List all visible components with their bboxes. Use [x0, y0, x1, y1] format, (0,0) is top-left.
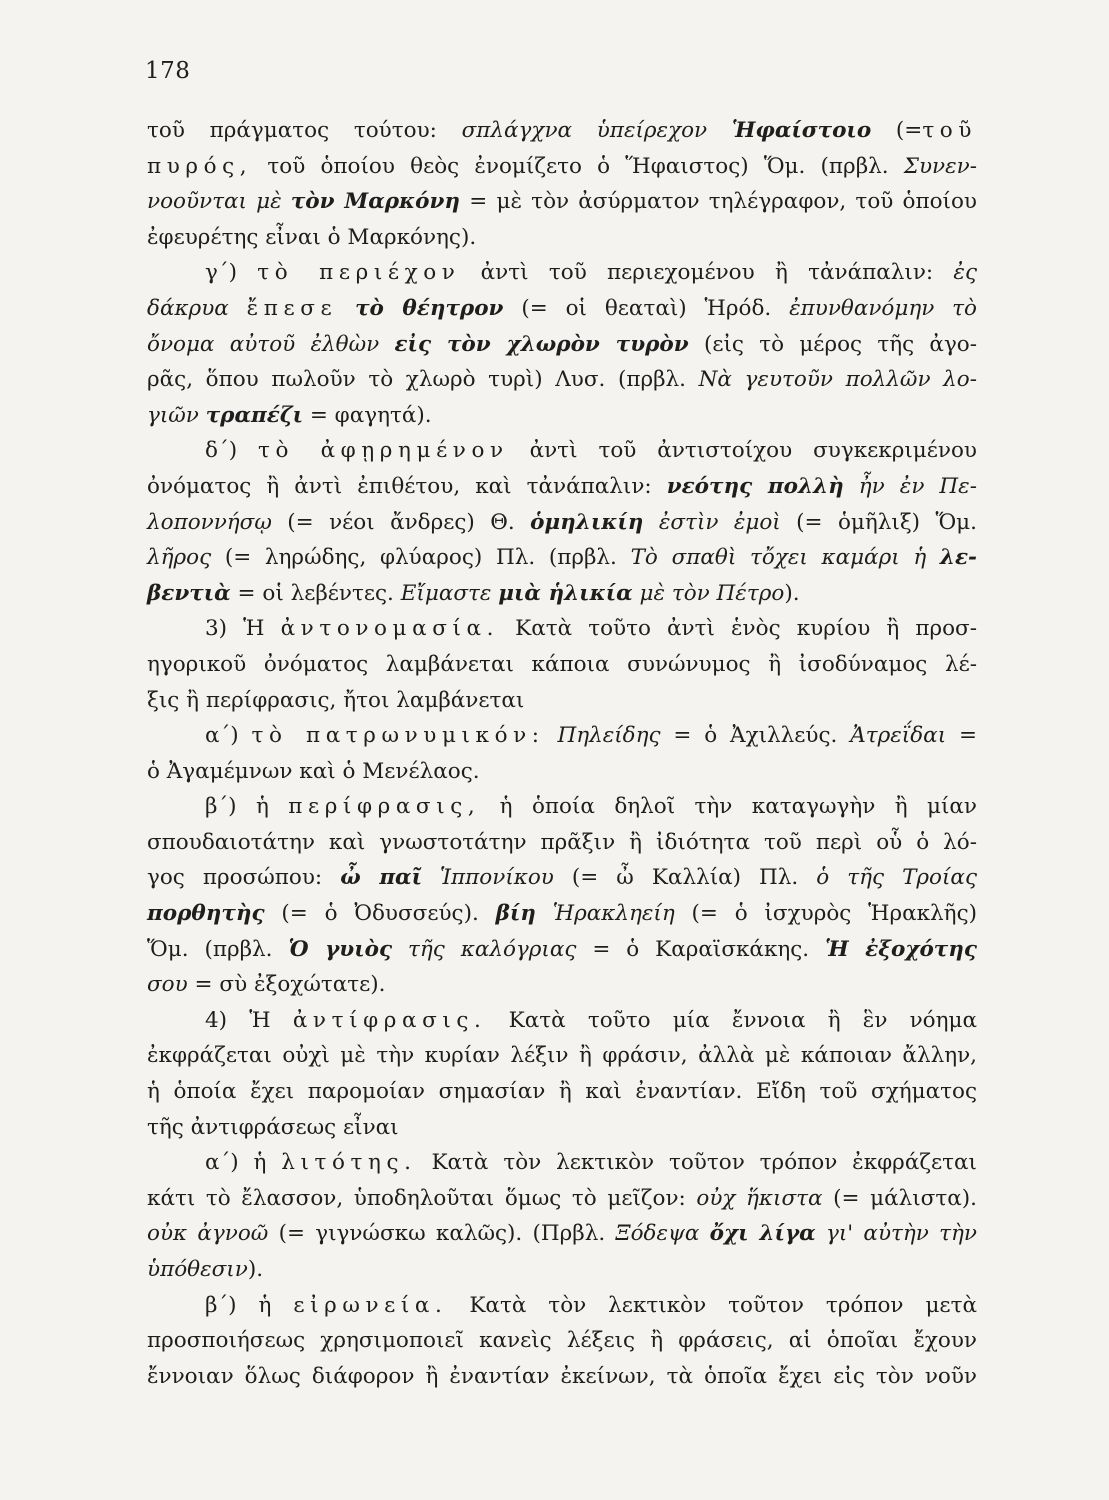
italic-text: λοποννήσῳ [147, 509, 272, 535]
spaced-term: περίφρασις, [288, 794, 481, 820]
italic-text: δάκρυα [147, 295, 247, 321]
bold-italic-text: Ἡφαίστοιο [731, 118, 872, 143]
text-line [147, 469, 977, 505]
text-segment: ρᾶς, ὅπου πωλοῦν τὸ χλωρὸ τυρὶ) Λυσ. (πρβλ. [147, 367, 699, 393]
text-line [147, 611, 977, 647]
text-segment: (= ὁ Ὀδυσσεύς). [264, 901, 496, 927]
text-line [147, 1323, 977, 1359]
bold-italic-text: τραπέζι [205, 402, 303, 428]
spaced-term: πυρός, [147, 153, 253, 179]
italic-text: Ἱππονίκου [422, 865, 554, 891]
text-segment: (= οἱ θεαταὶ) Ἡρόδ. [503, 295, 790, 321]
body-text [147, 113, 977, 1394]
text-segment: = ὁ Ἀχιλλεύς. [660, 723, 851, 749]
text-segment: σπουδαιοτάτην καὶ γνωστοτάτην πρᾶξιν ἢ ἰδιότητα τοῦ περὶ οὗ ὁ λό- [147, 829, 977, 855]
spaced-term: τοῦ [922, 118, 977, 143]
italic-text: ὑπόθεσιν [147, 1257, 248, 1282]
text-segment: (= μάλιστα). [822, 1185, 977, 1211]
italic-text: Ἡρακληείη [535, 901, 675, 927]
text-segment: κάτι τὸ ἔλασσον, ὑποδηλοῦται ὅμως τὸ μεῖζον: [147, 1185, 697, 1211]
bold-italic-text: ὄχι λίγα [709, 1221, 816, 1247]
spaced-term: ἀντίφρασις. [292, 1007, 487, 1033]
text-segment: (= ληρώδης, φλύαρος) Πλ. (πρβλ. [211, 545, 631, 571]
italic-text: ἐστὶν ἐμοὶ [643, 509, 781, 535]
italic-text: Συνεν- [903, 153, 977, 179]
text-line [147, 647, 977, 683]
text-line [147, 1003, 977, 1039]
text-segment: ). [247, 1257, 264, 1282]
spaced-term: εἰρωνεία. [293, 1292, 448, 1318]
text-segment: Κατὰ τὸν λεκτικὸν τοῦτον τρόπον μετὰ [447, 1292, 977, 1318]
italic-text: σπλάγχνα ὑπείρεχον [461, 118, 732, 143]
bold-italic-text: βεντιὰ [147, 580, 231, 606]
text-line [147, 1216, 977, 1252]
text-line [147, 754, 977, 790]
text-line [147, 505, 977, 541]
text-segment: ἐκφράζεται οὐχὶ μὲ τὴν κυρίαν λέξιν ἢ φράσιν, ἀλλὰ μὲ κάποιαν ἄλλην, [147, 1043, 977, 1069]
text-segment: ἡ ὁποία δηλοῖ τὴν καταγωγὴν ἢ μίαν [480, 794, 977, 820]
text-segment: (εἰς τὸ μέρος τῆς ἀγο- [688, 331, 977, 357]
text-segment: (= ὁ ἰσχυρὸς Ἡρακλῆς) [674, 901, 977, 927]
text-segment: ἀντὶ τοῦ περιεχομένου ἢ τἀνάπαλιν: [460, 260, 954, 286]
text-segment: 4) Ἡ [205, 1007, 293, 1033]
italic-text: ἐς [953, 260, 977, 286]
text-line [147, 789, 977, 825]
text-segment: (= ὁμῆλιξ) Ὅμ. [780, 509, 977, 535]
text-line [147, 540, 977, 576]
bold-italic-text: εἰς τὸν χλωρὸν τυρὸν [394, 331, 689, 357]
italic-text: γι' αὐτὴν τὴν [815, 1221, 977, 1247]
text-line [147, 220, 977, 256]
bold-italic-text: Ἡ ἐξοχότης [825, 936, 977, 962]
page-number: 178 [145, 58, 191, 84]
italic-text: νοοῦνται μὲ [147, 189, 291, 215]
text-segment: (= ὦ Καλλία) Πλ. [553, 865, 817, 891]
italic-text: ἐπυνθανόμην τὸ [789, 295, 977, 321]
text-line [147, 362, 977, 398]
italic-text: γιῶν [147, 402, 206, 428]
bold-italic-text: βίη [495, 901, 536, 927]
text-line [147, 896, 977, 932]
text-segment: ἡ ὁποία ἔχει παρομοίαν σημασίαν ἢ καὶ ἐναντίαν. Εἴδη τοῦ σχήματος [147, 1079, 977, 1105]
text-segment: β΄) ἡ [205, 1292, 294, 1318]
italic-text: οὐκ ἀγνοῶ [147, 1221, 269, 1247]
text-segment: ). [784, 580, 800, 606]
spaced-term: λιτότης. [281, 1150, 417, 1176]
text-line [147, 149, 977, 185]
bold-italic-text: ὁμηλικίη [530, 509, 644, 535]
text-segment: 3) Ἡ [205, 616, 281, 642]
italic-text: Νὰ γευτοῦν πολλῶν λο- [698, 367, 977, 393]
text-line [147, 291, 977, 327]
text-line [147, 433, 977, 469]
text-segment: (= γιγνώσκω καλῶς). (Πρβλ. [268, 1221, 616, 1247]
italic-text: ὄνομα αὐτοῦ ἐλθὼν [147, 331, 395, 357]
text-segment: γος προσώπου: [147, 865, 341, 891]
text-segment: = φαγητά). [302, 402, 432, 428]
bold-italic-text: λε- [939, 545, 977, 571]
text-segment [337, 296, 355, 321]
text-segment: γ΄) [205, 260, 258, 286]
text-segment: ἀντὶ τοῦ ἀντιστοίχου συγκεκριμένου [508, 438, 978, 464]
text-line [147, 327, 977, 363]
text-line [147, 1359, 977, 1395]
text-segment: (= νέοι ἄνδρες) Θ. [271, 509, 531, 535]
bold-italic-text: τὸν Μαρκόνη [290, 189, 461, 215]
text-segment: = [946, 723, 977, 749]
bold-italic-text: πορθητὴς [147, 901, 265, 927]
text-segment: ἔννοιαν ὅλως διάφορον ἢ ἐναντίαν ἐκείνων, τὰ ὁποῖα ἔχει εἰς τὸν νοῦν [147, 1363, 977, 1389]
text-segment: τοῦ ὁποίου θεὸς ἐνομίζετο ὁ Ἥφαιστος) Ὅμ. (πρβλ. [252, 153, 904, 179]
italic-text: μὲ τὸν Πέτρο [632, 580, 785, 606]
text-line [147, 718, 977, 754]
text-segment: ὁ Ἀγαμέμνων καὶ ὁ Μενέλαος. [147, 758, 480, 784]
italic-text: σου [147, 972, 188, 998]
text-segment: = οἱ λεβέντες. [230, 580, 401, 606]
text-line [147, 255, 977, 291]
text-segment: = ὁ Καραϊσκάκης. [576, 936, 826, 962]
text-line [147, 576, 977, 612]
text-line [147, 1181, 977, 1217]
italic-text: Τὸ σπαθὶ τὄχει καμάρι ἡ [630, 545, 940, 571]
bold-italic-text: τὸ θέητρον [355, 295, 504, 321]
text-segment: α΄) [205, 723, 252, 749]
text-segment: προσποιήσεως χρησιμοποιεῖ κανεὶς λέξεις ἢ φράσεις, αἱ ὁποῖαι ἔχουν [147, 1328, 977, 1354]
spaced-term: ἀντονομασία. [280, 616, 500, 642]
italic-text: τῆς καλόγριας [392, 936, 577, 962]
text-segment: Ὅμ. (πρβλ. [147, 936, 289, 962]
text-line [147, 967, 977, 1003]
text-segment: ξις ἢ περίφρασις, ἤτοι λαμβάνεται [147, 687, 525, 713]
text-segment [545, 723, 558, 748]
text-line [147, 1038, 977, 1074]
italic-text: ἦν ἐν Πε- [843, 473, 977, 499]
text-line [147, 825, 977, 861]
spaced-term: ἔπεσε [246, 295, 338, 321]
text-line [147, 113, 977, 149]
text-line [147, 860, 977, 896]
text-line [147, 932, 977, 968]
text-segment: ὀνόματος ἢ ἀντὶ ἐπιθέτου, καὶ τἀνάπαλιν: [147, 473, 667, 499]
bold-italic-text: ὦ παῖ [340, 865, 423, 891]
text-segment: τοῦ πράγματος τούτου: [147, 118, 462, 143]
text-segment: = σὺ ἐξοχώτατε). [187, 972, 386, 998]
spaced-term: τὸ πατρωνυμικόν: [251, 723, 545, 749]
italic-text: ὁ τῆς Τροίας [816, 865, 977, 891]
text-line [147, 398, 977, 434]
italic-text: Ξόδεψα [615, 1221, 710, 1247]
italic-text: Εἴμαστε [400, 580, 499, 606]
text-segment: (= [871, 118, 923, 143]
bold-italic-text: μιὰ ἡλικία [498, 580, 633, 606]
italic-text: λῆρος [147, 545, 212, 571]
text-segment: δ΄) [205, 438, 259, 464]
text-line [147, 184, 977, 220]
text-segment: Κατὰ τοῦτο ἀντὶ ἑνὸς κυρίου ἢ προσ- [499, 616, 977, 642]
text-line [147, 683, 977, 719]
text-segment: α΄) ἡ [205, 1150, 282, 1176]
italic-text: οὐχ ἥκιστα [696, 1185, 823, 1211]
bold-italic-text: νεότης πολλὴ [666, 473, 844, 499]
text-segment: = μὲ τὸν ἀσύρματον τηλέγραφον, τοῦ ὁποίου [460, 189, 977, 215]
spaced-term: τὸ ἀφῃρημένον [258, 438, 509, 464]
italic-text: Ἀτρεΐδαι [850, 723, 947, 749]
text-segment: τῆς ἀντιφράσεως εἶναι [147, 1114, 399, 1140]
text-line [147, 1110, 977, 1146]
text-segment: Κατὰ τὸν λεκτικὸν τοῦτον τρόπον ἐκφράζεται [416, 1150, 977, 1176]
text-line [147, 1252, 977, 1288]
text-line [147, 1074, 977, 1110]
text-segment: β΄) ἡ [205, 794, 289, 820]
italic-text: Πηλείδης [557, 723, 661, 749]
text-line [147, 1288, 977, 1324]
text-segment: ηγορικοῦ ὀνόματος λαμβάνεται κάποια συνώνυμος ἢ ἰσοδύναμος λέ- [147, 651, 977, 677]
text-segment: ἐφευρέτης εἶναι ὁ Μαρκόνης). [147, 224, 477, 250]
text-segment: Κατὰ τοῦτο μία ἔννοια ἢ ἓν νόημα [486, 1007, 977, 1033]
text-line [147, 1145, 977, 1181]
spaced-term: τὸ περιέχον [257, 260, 461, 286]
bold-italic-text: Ὁ γυιὸς [288, 936, 393, 962]
